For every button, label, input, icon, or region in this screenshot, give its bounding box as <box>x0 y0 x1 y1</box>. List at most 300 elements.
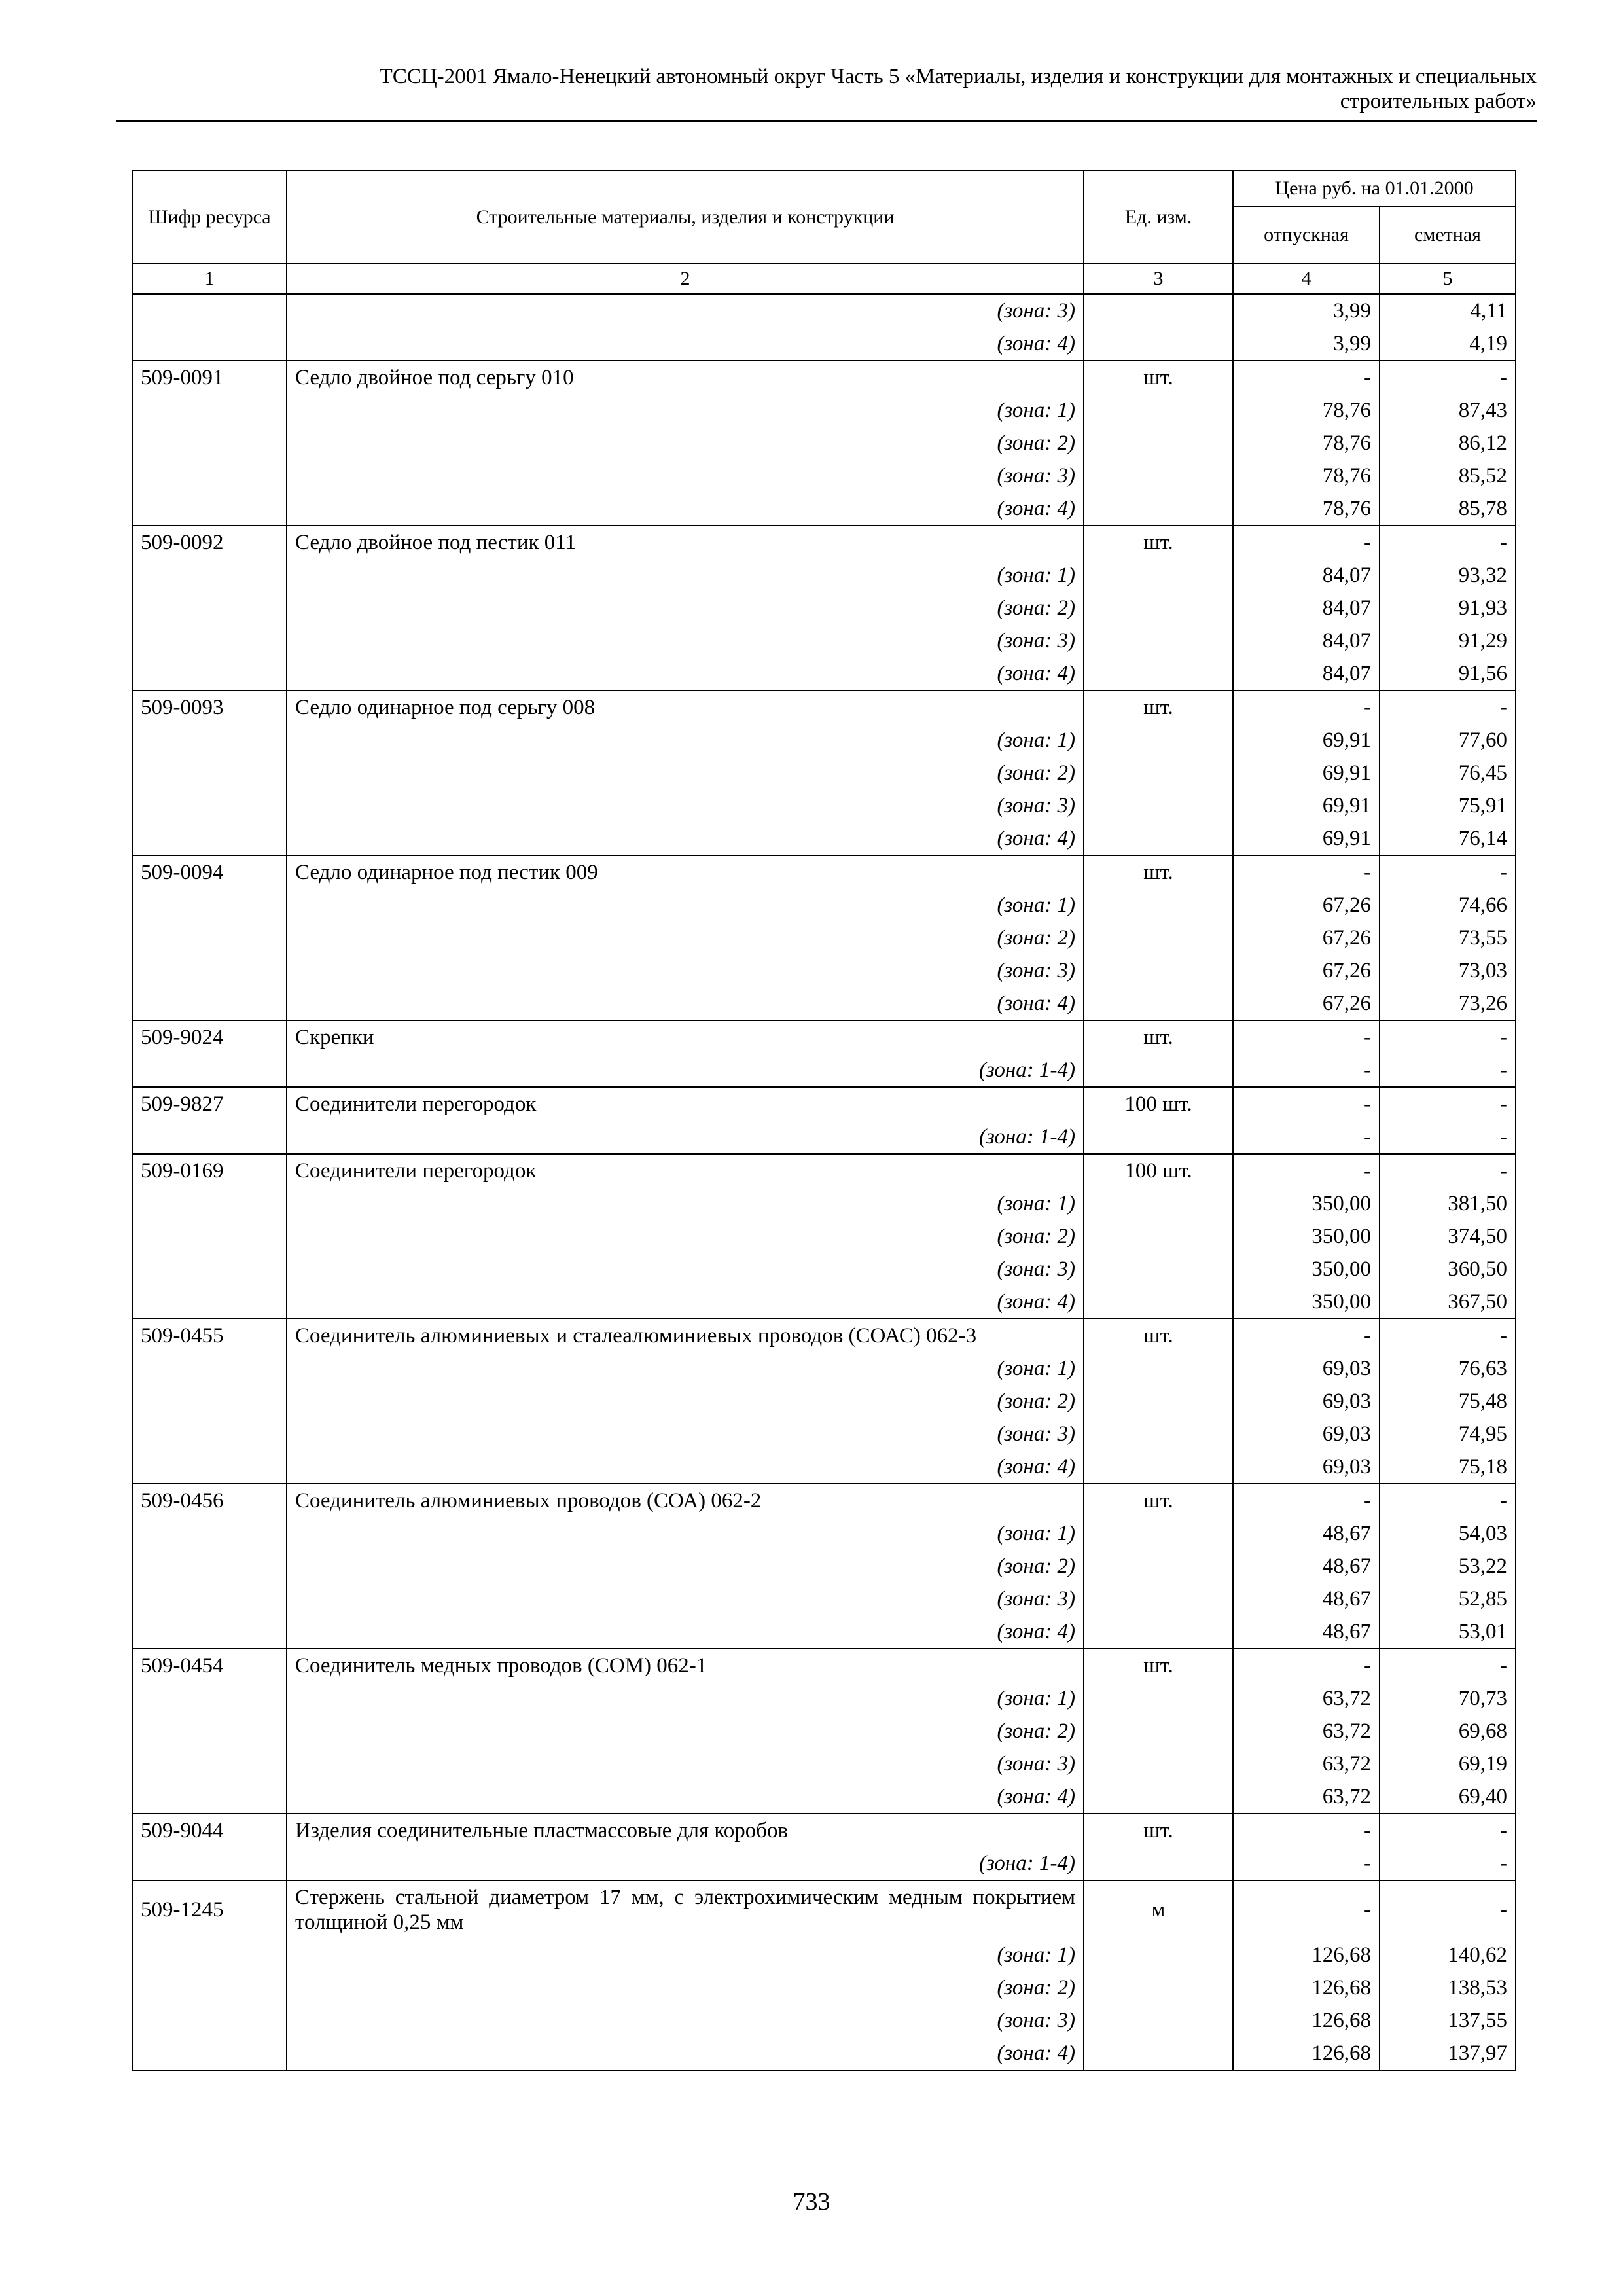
empty-unit-cell <box>1084 757 1233 789</box>
col-number-4: 4 <box>1233 264 1380 294</box>
zone-label: (зона: 2) <box>287 1385 1084 1418</box>
empty-code-cell <box>132 459 287 492</box>
empty-code-cell <box>132 922 287 954</box>
zone-row <box>132 822 1516 855</box>
estimate-price: - <box>1380 1121 1516 1154</box>
zone-row <box>132 724 1516 757</box>
col-header-estimate: сметная <box>1380 206 1516 264</box>
zone-row <box>132 427 1516 459</box>
empty-code-cell <box>132 1418 287 1450</box>
zone-label: (зона: 1) <box>287 1682 1084 1715</box>
empty-unit-cell <box>1084 987 1233 1020</box>
unit-cell: шт. <box>1084 855 1233 889</box>
release-price: - <box>1233 691 1380 724</box>
release-price: 48,67 <box>1233 1615 1380 1649</box>
unit-cell: шт. <box>1084 526 1233 559</box>
zone-label: (зона: 2) <box>287 922 1084 954</box>
release-price: 67,26 <box>1233 954 1380 987</box>
empty-unit-cell <box>1084 624 1233 657</box>
zone-row <box>132 592 1516 624</box>
empty-code-cell <box>132 954 287 987</box>
zone-label: (зона: 1) <box>287 1352 1084 1385</box>
price-table <box>132 170 1516 2071</box>
estimate-price: - <box>1380 1847 1516 1880</box>
resource-code: 509-9827 <box>132 1087 287 1121</box>
empty-unit-cell <box>1084 294 1233 327</box>
empty-unit-cell <box>1084 1418 1233 1450</box>
zone-row <box>132 394 1516 427</box>
zone-row <box>132 559 1516 592</box>
empty-unit-cell <box>1084 1517 1233 1550</box>
estimate-price: 76,63 <box>1380 1352 1516 1385</box>
estimate-price: 85,78 <box>1380 492 1516 526</box>
release-price: - <box>1233 1847 1380 1880</box>
zone-label: (зона: 3) <box>287 1583 1084 1615</box>
empty-code-cell <box>132 1550 287 1583</box>
zone-row <box>132 1450 1516 1484</box>
item-row <box>132 691 1516 724</box>
zone-label: (зона: 1) <box>287 559 1084 592</box>
empty-unit-cell <box>1084 657 1233 691</box>
empty-unit-cell <box>1084 1285 1233 1319</box>
release-price: 67,26 <box>1233 987 1380 1020</box>
table-head <box>132 171 1516 294</box>
empty-code-cell <box>132 1971 287 2004</box>
release-price: - <box>1233 1880 1380 1939</box>
release-price: - <box>1233 1814 1380 1847</box>
release-price: 48,67 <box>1233 1550 1380 1583</box>
estimate-price: 374,50 <box>1380 1220 1516 1253</box>
zone-label: (зона: 1) <box>287 1939 1084 1971</box>
zone-row <box>132 954 1516 987</box>
empty-code-cell <box>132 2004 287 2037</box>
empty-unit-cell <box>1084 559 1233 592</box>
empty-code-cell <box>132 1748 287 1780</box>
empty-code-cell <box>132 889 287 922</box>
empty-unit-cell <box>1084 459 1233 492</box>
empty-code-cell <box>132 657 287 691</box>
zone-label: (зона: 1) <box>287 394 1084 427</box>
release-price: 126,68 <box>1233 2037 1380 2070</box>
unit-cell: шт. <box>1084 1814 1233 1847</box>
empty-code-cell <box>132 1615 287 1649</box>
empty-code-cell <box>132 394 287 427</box>
estimate-price: - <box>1380 1087 1516 1121</box>
zone-row <box>132 922 1516 954</box>
release-price: - <box>1233 1121 1380 1154</box>
empty-code-cell <box>132 624 287 657</box>
empty-unit-cell <box>1084 724 1233 757</box>
release-price: - <box>1233 1087 1380 1121</box>
estimate-price: 73,55 <box>1380 922 1516 954</box>
empty-unit-cell <box>1084 1385 1233 1418</box>
empty-unit-cell <box>1084 789 1233 822</box>
col-header-unit: Ед. изм. <box>1084 171 1233 264</box>
release-price: 67,26 <box>1233 889 1380 922</box>
estimate-price: 86,12 <box>1380 427 1516 459</box>
release-price: - <box>1233 361 1380 394</box>
estimate-price: - <box>1380 1154 1516 1187</box>
zone-row <box>132 987 1516 1020</box>
estimate-price: - <box>1380 1649 1516 1682</box>
empty-code-cell <box>132 294 287 327</box>
empty-unit-cell <box>1084 2004 1233 2037</box>
empty-unit-cell <box>1084 1971 1233 2004</box>
zone-row <box>132 1187 1516 1220</box>
release-price: - <box>1233 1319 1380 1352</box>
unit-cell: 100 шт. <box>1084 1154 1233 1187</box>
col-header-release: отпускная <box>1233 206 1380 264</box>
release-price: 3,99 <box>1233 327 1380 361</box>
empty-code-cell <box>132 1187 287 1220</box>
empty-code-cell <box>132 1682 287 1715</box>
estimate-price: 4,11 <box>1380 294 1516 327</box>
zone-label: (зона: 4) <box>287 1285 1084 1319</box>
material-name: Соединители перегородок <box>287 1154 1084 1187</box>
header-line-1: ТССЦ-2001 Ямало-Ненецкий автономный округ Часть 5 «Материалы, изделия и конструкции для монтажных и специальных <box>379 65 1537 88</box>
release-price: 69,03 <box>1233 1450 1380 1484</box>
release-price: 84,07 <box>1233 624 1380 657</box>
empty-unit-cell <box>1084 492 1233 526</box>
zone-row <box>132 1253 1516 1285</box>
zone-label: (зона: 4) <box>287 327 1084 361</box>
empty-unit-cell <box>1084 1847 1233 1880</box>
zone-row <box>132 327 1516 361</box>
zone-label: (зона: 3) <box>287 954 1084 987</box>
empty-code-cell <box>132 492 287 526</box>
zone-label: (зона: 1-4) <box>287 1847 1084 1880</box>
zone-row <box>132 459 1516 492</box>
release-price: 48,67 <box>1233 1583 1380 1615</box>
unit-cell: шт. <box>1084 1020 1233 1054</box>
release-price: 78,76 <box>1233 459 1380 492</box>
col-number-3: 3 <box>1084 264 1233 294</box>
zone-row <box>132 1615 1516 1649</box>
item-row <box>132 1154 1516 1187</box>
material-name: Соединитель медных проводов (СОМ) 062-1 <box>287 1649 1084 1682</box>
empty-unit-cell <box>1084 954 1233 987</box>
release-price: 84,07 <box>1233 559 1380 592</box>
unit-cell: шт. <box>1084 1649 1233 1682</box>
empty-code-cell <box>132 1715 287 1748</box>
running-header <box>116 64 1537 114</box>
material-name: Стержень стальной диаметром 17 мм, с электрохимическим медным покрытием толщиной 0,25 мм <box>287 1880 1084 1939</box>
empty-code-cell <box>132 1352 287 1385</box>
zone-label: (зона: 3) <box>287 1253 1084 1285</box>
release-price: 67,26 <box>1233 922 1380 954</box>
resource-code: 509-9044 <box>132 1814 287 1847</box>
release-price: - <box>1233 1154 1380 1187</box>
table-body <box>132 294 1516 2070</box>
empty-unit-cell <box>1084 394 1233 427</box>
zone-label: (зона: 1-4) <box>287 1054 1084 1087</box>
unit-cell: шт. <box>1084 1484 1233 1517</box>
zone-label: (зона: 4) <box>287 657 1084 691</box>
col-header-price-group: Цена руб. на 01.01.2000 <box>1233 171 1516 206</box>
release-price: 69,03 <box>1233 1352 1380 1385</box>
empty-unit-cell <box>1084 1682 1233 1715</box>
estimate-price: 381,50 <box>1380 1187 1516 1220</box>
zone-label: (зона: 3) <box>287 1418 1084 1450</box>
estimate-price: 75,18 <box>1380 1450 1516 1484</box>
release-price: 48,67 <box>1233 1517 1380 1550</box>
col-number-2: 2 <box>287 264 1084 294</box>
release-price: 126,68 <box>1233 2004 1380 2037</box>
empty-code-cell <box>132 757 287 789</box>
zone-row <box>132 1220 1516 1253</box>
release-price: 350,00 <box>1233 1187 1380 1220</box>
release-price: - <box>1233 1020 1380 1054</box>
zone-label: (зона: 2) <box>287 1220 1084 1253</box>
resource-code: 509-0093 <box>132 691 287 724</box>
zone-row <box>132 789 1516 822</box>
empty-code-cell <box>132 1385 287 1418</box>
estimate-price: 70,73 <box>1380 1682 1516 1715</box>
zone-row <box>132 1517 1516 1550</box>
release-price: 126,68 <box>1233 1939 1380 1971</box>
item-row <box>132 1814 1516 1847</box>
release-price: 63,72 <box>1233 1682 1380 1715</box>
empty-code-cell <box>132 1847 287 1880</box>
zone-label: (зона: 1) <box>287 1187 1084 1220</box>
resource-code: 509-0094 <box>132 855 287 889</box>
item-row <box>132 1880 1516 1939</box>
estimate-price: - <box>1380 1319 1516 1352</box>
zone-row <box>132 1418 1516 1450</box>
zone-label: (зона: 2) <box>287 592 1084 624</box>
empty-unit-cell <box>1084 2037 1233 2070</box>
zone-label: (зона: 1) <box>287 1517 1084 1550</box>
release-price: 69,03 <box>1233 1385 1380 1418</box>
empty-code-cell <box>132 1939 287 1971</box>
empty-code-cell <box>132 822 287 855</box>
release-price: 69,91 <box>1233 724 1380 757</box>
zone-row <box>132 1352 1516 1385</box>
estimate-price: - <box>1380 855 1516 889</box>
col-header-code: Шифр ресурса <box>132 171 287 264</box>
zone-label: (зона: 4) <box>287 1780 1084 1814</box>
zone-label: (зона: 4) <box>287 2037 1084 2070</box>
item-row <box>132 1087 1516 1121</box>
empty-code-cell <box>132 1450 287 1484</box>
zone-row <box>132 1780 1516 1814</box>
estimate-price: 53,01 <box>1380 1615 1516 1649</box>
release-price: 63,72 <box>1233 1748 1380 1780</box>
empty-unit-cell <box>1084 1615 1233 1649</box>
zone-row <box>132 889 1516 922</box>
estimate-price: 87,43 <box>1380 394 1516 427</box>
zone-label: (зона: 1) <box>287 724 1084 757</box>
estimate-price: - <box>1380 361 1516 394</box>
empty-code-cell <box>132 1517 287 1550</box>
empty-unit-cell <box>1084 922 1233 954</box>
release-price: 350,00 <box>1233 1220 1380 1253</box>
unit-cell: м <box>1084 1880 1233 1939</box>
col-number-5: 5 <box>1380 264 1516 294</box>
zone-row <box>132 757 1516 789</box>
zone-label: (зона: 3) <box>287 789 1084 822</box>
empty-unit-cell <box>1084 1450 1233 1484</box>
release-price: 78,76 <box>1233 492 1380 526</box>
resource-code: 509-0169 <box>132 1154 287 1187</box>
item-row <box>132 1319 1516 1352</box>
empty-unit-cell <box>1084 1780 1233 1814</box>
empty-unit-cell <box>1084 427 1233 459</box>
release-price: 78,76 <box>1233 427 1380 459</box>
estimate-price: 138,53 <box>1380 1971 1516 2004</box>
empty-unit-cell <box>1084 1583 1233 1615</box>
zone-row <box>132 1847 1516 1880</box>
empty-unit-cell <box>1084 1715 1233 1748</box>
empty-code-cell <box>132 1583 287 1615</box>
zone-label: (зона: 4) <box>287 1615 1084 1649</box>
zone-label: (зона: 4) <box>287 822 1084 855</box>
estimate-price: 69,68 <box>1380 1715 1516 1748</box>
estimate-price: 52,85 <box>1380 1583 1516 1615</box>
release-price: 350,00 <box>1233 1285 1380 1319</box>
header-line-2: строительных работ» <box>1340 90 1537 113</box>
empty-code-cell <box>132 987 287 1020</box>
zone-label: (зона: 4) <box>287 492 1084 526</box>
zone-label: (зона: 3) <box>287 1748 1084 1780</box>
estimate-price: 140,62 <box>1380 1939 1516 1971</box>
release-price: - <box>1233 526 1380 559</box>
estimate-price: 74,66 <box>1380 889 1516 922</box>
empty-code-cell <box>132 327 287 361</box>
estimate-price: 91,56 <box>1380 657 1516 691</box>
empty-unit-cell <box>1084 1939 1233 1971</box>
release-price: - <box>1233 1484 1380 1517</box>
estimate-price: - <box>1380 1814 1516 1847</box>
resource-code: 509-0455 <box>132 1319 287 1352</box>
estimate-price: 54,03 <box>1380 1517 1516 1550</box>
header-rule <box>116 120 1537 122</box>
zone-label: (зона: 1-4) <box>287 1121 1084 1154</box>
empty-unit-cell <box>1084 592 1233 624</box>
empty-unit-cell <box>1084 1121 1233 1154</box>
release-price: - <box>1233 1054 1380 1087</box>
empty-code-cell <box>132 789 287 822</box>
empty-unit-cell <box>1084 1748 1233 1780</box>
zone-row <box>132 294 1516 327</box>
empty-code-cell <box>132 427 287 459</box>
resource-code: 509-0454 <box>132 1649 287 1682</box>
estimate-price: 91,93 <box>1380 592 1516 624</box>
zone-row <box>132 1385 1516 1418</box>
estimate-price: 74,95 <box>1380 1418 1516 1450</box>
empty-code-cell <box>132 2037 287 2070</box>
empty-code-cell <box>132 1253 287 1285</box>
release-price: 69,03 <box>1233 1418 1380 1450</box>
zone-row <box>132 1715 1516 1748</box>
zone-row <box>132 1054 1516 1087</box>
empty-unit-cell <box>1084 1054 1233 1087</box>
zone-label: (зона: 3) <box>287 294 1084 327</box>
zone-label: (зона: 2) <box>287 1715 1084 1748</box>
estimate-price: 76,45 <box>1380 757 1516 789</box>
zone-row <box>132 1550 1516 1583</box>
item-row <box>132 526 1516 559</box>
zone-row <box>132 1121 1516 1154</box>
release-price: - <box>1233 855 1380 889</box>
unit-cell: шт. <box>1084 361 1233 394</box>
estimate-price: 77,60 <box>1380 724 1516 757</box>
release-price: 69,91 <box>1233 757 1380 789</box>
estimate-price: 75,91 <box>1380 789 1516 822</box>
zone-row <box>132 1748 1516 1780</box>
empty-unit-cell <box>1084 822 1233 855</box>
unit-cell: шт. <box>1084 691 1233 724</box>
empty-code-cell <box>132 724 287 757</box>
estimate-price: 76,14 <box>1380 822 1516 855</box>
material-name: Седло одинарное под пестик 009 <box>287 855 1084 889</box>
estimate-price: 360,50 <box>1380 1253 1516 1285</box>
estimate-price: 93,32 <box>1380 559 1516 592</box>
resource-code: 509-9024 <box>132 1020 287 1054</box>
zone-row <box>132 2037 1516 2070</box>
resource-code: 509-1245 <box>132 1880 287 1939</box>
empty-unit-cell <box>1084 1220 1233 1253</box>
material-name: Седло одинарное под серьгу 008 <box>287 691 1084 724</box>
estimate-price: - <box>1380 691 1516 724</box>
release-price: 63,72 <box>1233 1715 1380 1748</box>
empty-unit-cell <box>1084 889 1233 922</box>
empty-code-cell <box>132 1121 287 1154</box>
item-row <box>132 1484 1516 1517</box>
estimate-price: 69,19 <box>1380 1748 1516 1780</box>
zone-row <box>132 1583 1516 1615</box>
estimate-price: - <box>1380 1054 1516 1087</box>
zone-row <box>132 657 1516 691</box>
release-price: 3,99 <box>1233 294 1380 327</box>
material-name: Седло двойное под пестик 011 <box>287 526 1084 559</box>
material-name: Соединитель алюминиевых и сталеалюминиевых проводов (СОАС) 062-3 <box>287 1319 1084 1352</box>
empty-unit-cell <box>1084 1253 1233 1285</box>
estimate-price: 137,97 <box>1380 2037 1516 2070</box>
empty-code-cell <box>132 1780 287 1814</box>
empty-unit-cell <box>1084 1187 1233 1220</box>
empty-code-cell <box>132 1054 287 1087</box>
release-price: 350,00 <box>1233 1253 1380 1285</box>
col-header-name: Строительные материалы, изделия и конструкции <box>287 171 1084 264</box>
empty-code-cell <box>132 592 287 624</box>
zone-row <box>132 1682 1516 1715</box>
estimate-price: 4,19 <box>1380 327 1516 361</box>
zone-label: (зона: 2) <box>287 1971 1084 2004</box>
col-number-1: 1 <box>132 264 287 294</box>
estimate-price: 75,48 <box>1380 1385 1516 1418</box>
empty-unit-cell <box>1084 327 1233 361</box>
release-price: 78,76 <box>1233 394 1380 427</box>
release-price: 84,07 <box>1233 657 1380 691</box>
estimate-price: - <box>1380 1020 1516 1054</box>
zone-row <box>132 1285 1516 1319</box>
estimate-price: 53,22 <box>1380 1550 1516 1583</box>
zone-row <box>132 492 1516 526</box>
resource-code: 509-0091 <box>132 361 287 394</box>
estimate-price: 73,26 <box>1380 987 1516 1020</box>
zone-label: (зона: 4) <box>287 987 1084 1020</box>
zone-label: (зона: 2) <box>287 757 1084 789</box>
zone-label: (зона: 3) <box>287 624 1084 657</box>
material-name: Соединитель алюминиевых проводов (СОА) 062-2 <box>287 1484 1084 1517</box>
empty-code-cell <box>132 1285 287 1319</box>
item-row <box>132 1649 1516 1682</box>
material-name: Соединители перегородок <box>287 1087 1084 1121</box>
material-name: Скрепки <box>287 1020 1084 1054</box>
item-row <box>132 855 1516 889</box>
zone-label: (зона: 3) <box>287 459 1084 492</box>
